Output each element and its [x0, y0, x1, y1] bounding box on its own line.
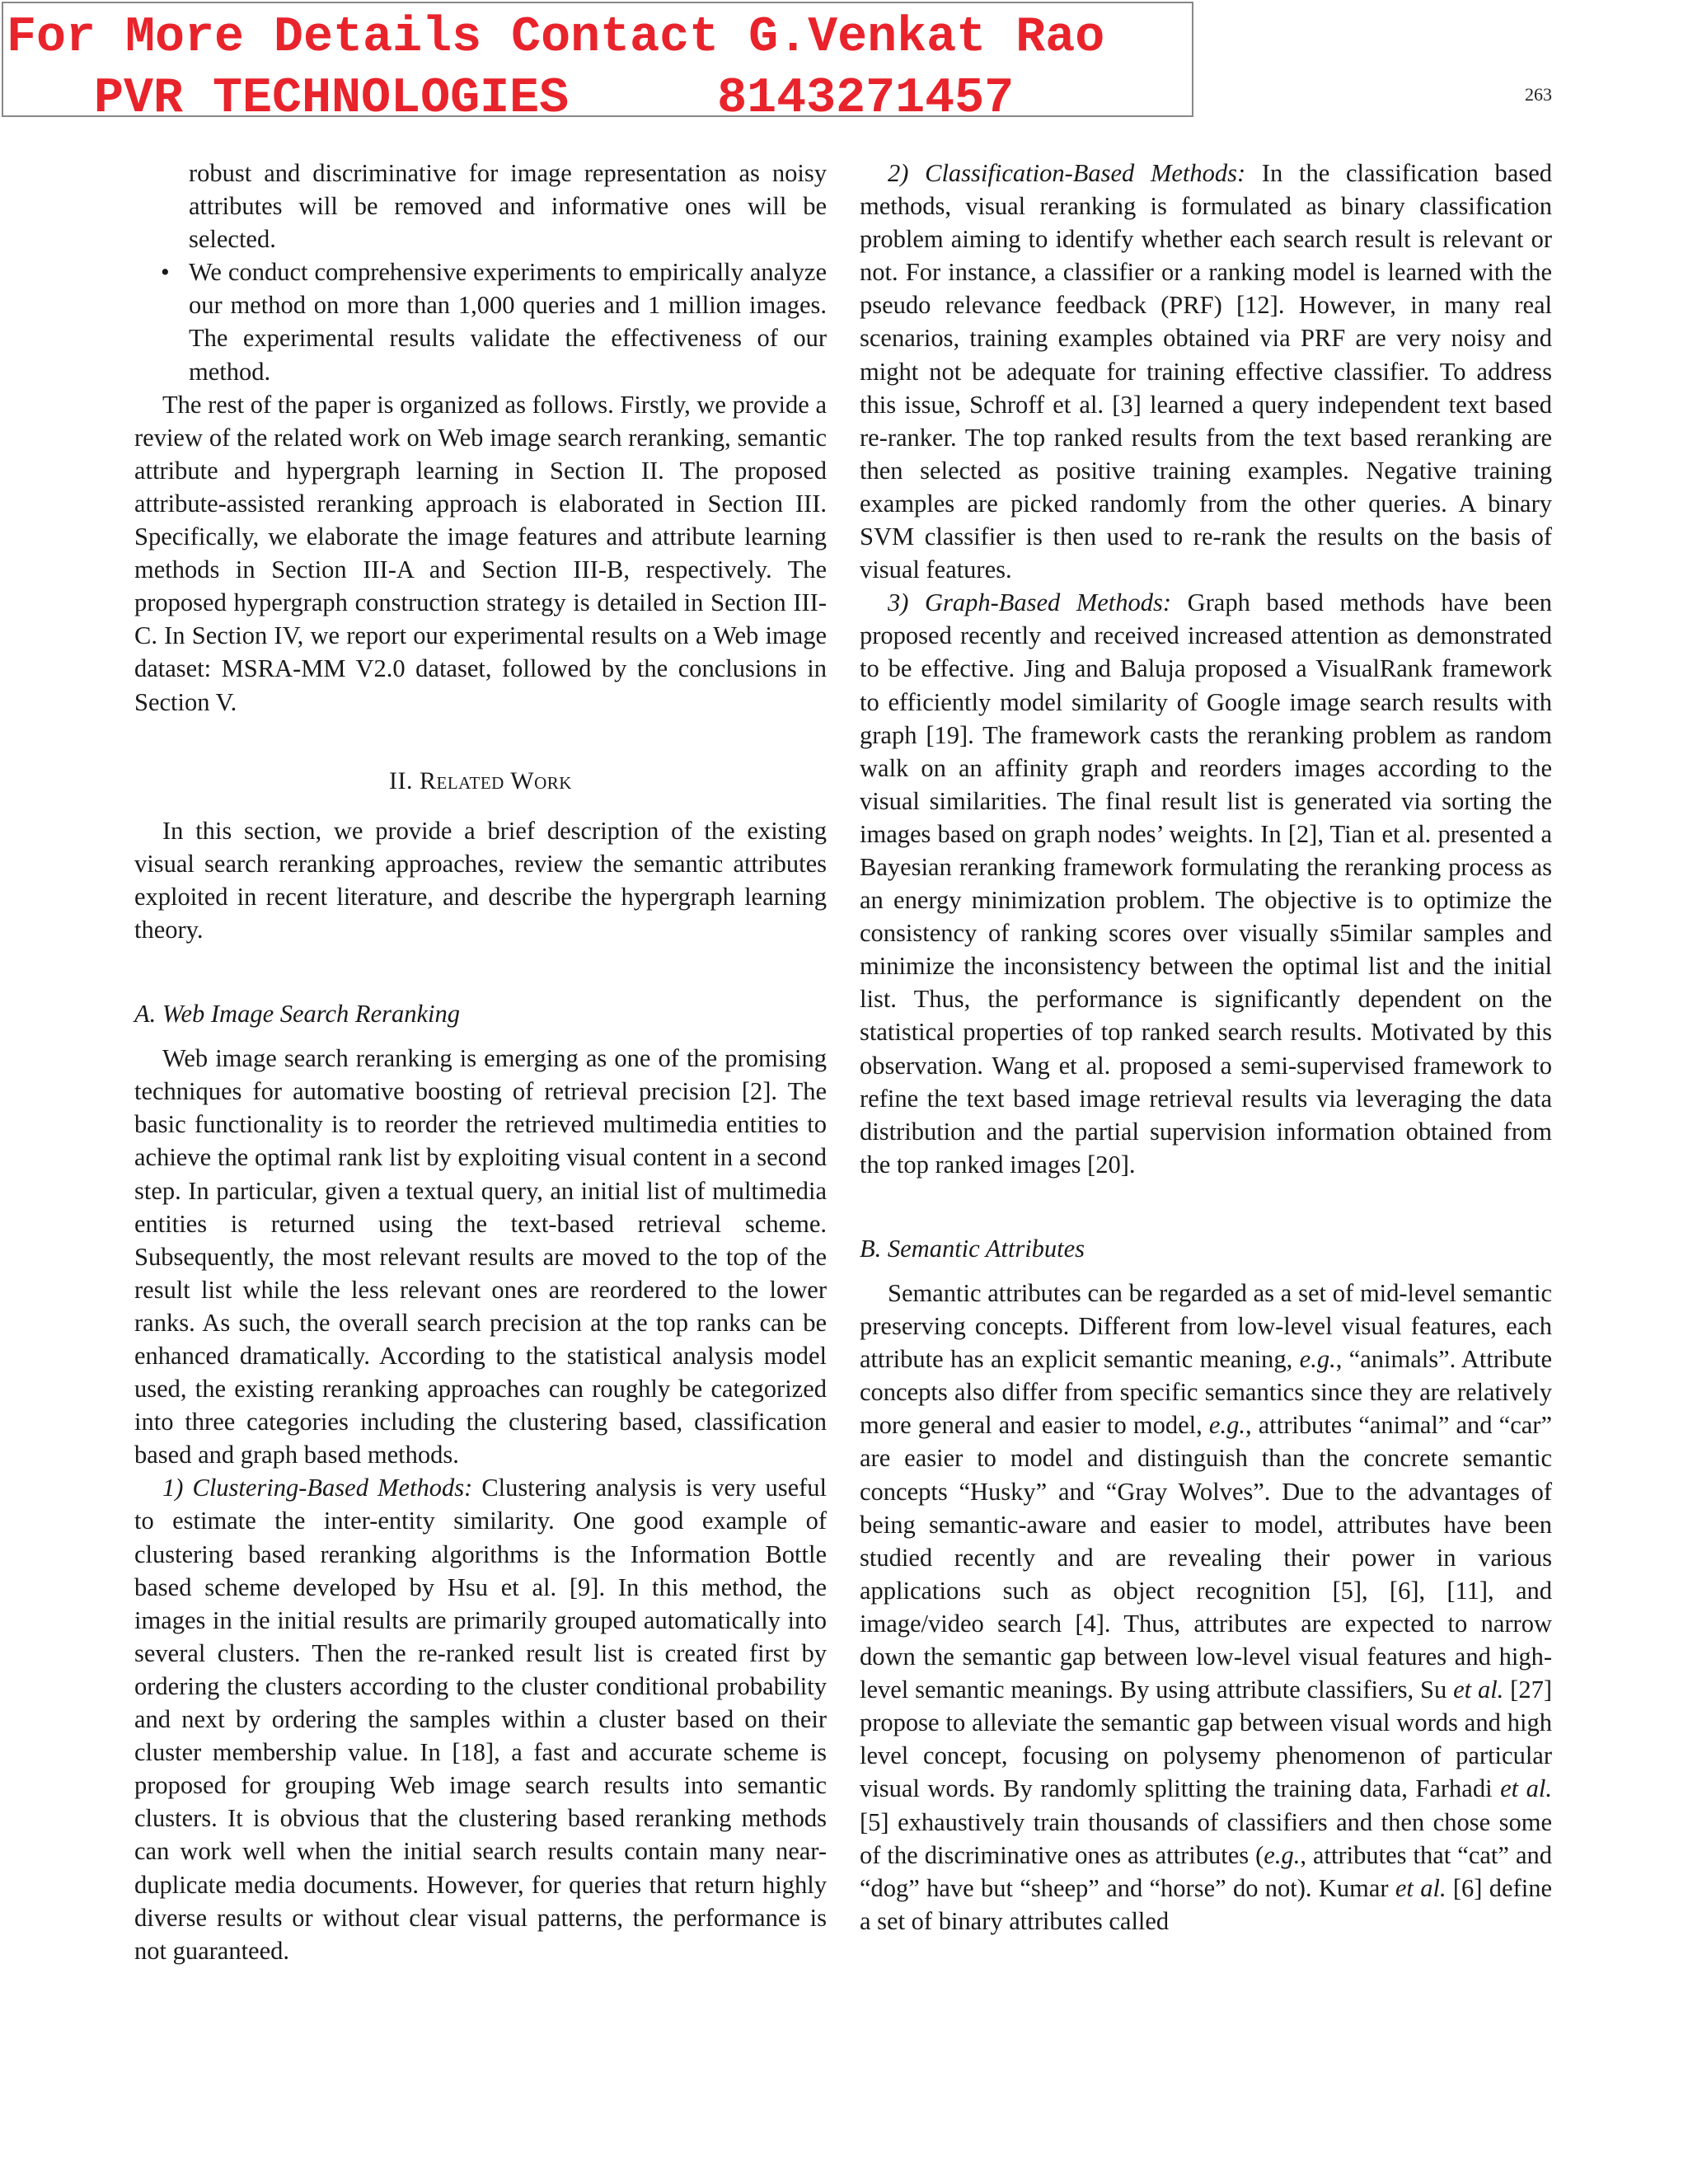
subsection-heading-b: B. Semantic Attributes	[860, 1234, 1085, 1263]
classification-heading: 2) Classification-Based Methods:	[888, 159, 1246, 187]
graph-heading: 3) Graph-Based Methods:	[888, 588, 1172, 617]
classification-paragraph: 2) Classification-Based Methods: In the classification based methods, visual reranking is formulated as binary classification problem aiming to identify whether each search result is relevant or not. For instance, a classifier or a ranking model is learned with the pseudo relevance feedback (PRF) [12]. However, in many real scenarios, training examples obtained via PRF are very noisy and might not be adequate for training effective classifier. To address this issue, Schroff et al. [3] learned a query independent text based re-ranker. The top ranked results from the text based reranking are then selected as positive training examples. Negative training examples are picked randomly from the other queries. A binary SVM classifier is then used to re-rank the results on the basis of visual features.	[860, 159, 1553, 584]
subsection-heading-a: A. Web Image Search Reranking	[134, 1000, 460, 1029]
reranking-paragraph: Web image search reranking is emerging as one of the promising techniques for automative boosting of retrieval precision [2]. The basic functionality is to reorder the retrieved multimedia entities to achieve the optimal rank list by exploiting visual content in a second step. In particular, given a textual query, an initial list of multimedia entities is returned using the text-based retrieval scheme. Subsequently, the most relevant results are moved to the top of the result list while the less relevant ones are reordered to the lower ranks. As such, the overall search precision at the top ranks can be enhanced dramatically. According to the statistical analysis model used, the existing reranking approaches can roughly be categorized into three categories including the clustering based, classification based and graph based methods.	[134, 1044, 827, 1469]
bullet-item: • We conduct comprehensive experiments to empirically analyze our method on more than 1,000 queries and 1 million images. The experimental results validate the effectiveness of our method.	[134, 255, 827, 387]
paper-organization-paragraph: The rest of the paper is organized as follows. Firstly, we provide a review of the related work on Web image search reranking, semantic attribute and hypergraph learning in Section II. The proposed attribute-assisted reranking approach is elaborated in Section III. Specifically, we elaborate the image features and attribute learning methods in Section III-A and Section III-B, respectively. The proposed hypergraph construction strategy is detailed in Section III-C. In Section IV, we report our experimental results on a Web image dataset: MSRA-MM V2.0 dataset, followed by the conclusions in Section V.	[134, 390, 827, 716]
clustering-paragraph: 1) Clustering-Based Methods: Clustering analysis is very useful to estimate the inter-entity similarity. One good example of clustering based reranking algorithms is the Information Bottle based scheme developed by Hsu et al. [9]. In this method, the images in the initial results are primarily grouped automatically into several clusters. Then the re-ranked result list is created first by ordering the clusters according to the cluster conditional probability and next by ordering the samples within a cluster based on their cluster membership value. In [18], a fast and accurate scheme is proposed for grouping Web image search results into semantic clusters. It is obvious that the clustering based reranking methods can work well when the initial search results contain many near-duplicate media documents. However, for queries that return highly diverse results or without clear visual patterns, the performance is not guaranteed.	[134, 1474, 828, 1965]
graph-paragraph: 3) Graph-Based Methods: Graph based methods have been proposed recently and received increased attention as demonstrated to be effective. Jing and Baluja proposed a VisualRank framework to efficiently model similarity of Google image search results with graph [19]. The framework casts the reranking problem as random walk on an affinity graph and reorders images according to the visual similarities. The final result list is generated via sorting the images based on graph nodes’ weights. In [2], Tian et al. presented a Bayesian reranking framework formulating the reranking process as an energy minimization problem. The objective is to optimize the consistency of ranking scores over visually s5imilar samples and minimize the inconsistency between the optimal list and the initial list. Thus, the performance is significantly dependent on the statistical properties of top ranked search results. Motivated by this observation. Wang et al. proposed a semi-supervised framework to refine the text based image retrieval results via leveraging the data distribution and the partial supervision information obtained from the top ranked images [20].	[860, 588, 1553, 1179]
contribution-list	[134, 157, 827, 388]
bullet-icon: •	[161, 258, 170, 287]
section-title: Related Work	[420, 766, 572, 794]
banner-line-company: PVR TECHNOLOGIES 8143271457	[94, 71, 1015, 127]
section-heading	[134, 765, 827, 798]
banner-line-contact: For More Details Contact G.Venkat Rao	[7, 10, 1105, 66]
left-column	[134, 157, 827, 1967]
page-number: 263	[1525, 84, 1552, 105]
bullet-continuation: robust and discriminative for image representation as noisy attributes will be removed and informative ones will be selected.	[189, 159, 827, 254]
clustering-heading: 1) Clustering-Based Methods:	[162, 1474, 473, 1502]
contact-banner	[2, 2, 1193, 127]
section-intro-paragraph: In this section, we provide a brief description of the existing visual search reranking approaches, review the semantic attributes exploited in recent literature, and describe the hypergraph learning theory.	[134, 816, 827, 944]
section-number: II.	[389, 766, 414, 794]
semantic-attributes-paragraph: Semantic attributes can be regarded as a set of mid-level semantic preserving concepts. Different from low-level visual features, each attribute has an explicit semantic meaning, e.g., “animals”. Attribute concepts also differ from specific semantics since they are relatively more general and easier to model, e.g., attributes “animal” and “car” are easier to model and distinguish than the concrete semantic concepts “Husky” and “Gray Wolves”. Due to the advantages of being semantic-aware and easier to model, attributes have been studied recently and are revealing their power in various applications such as object recognition [5], [6], [11], and image/video search [4]. Thus, attributes are expected to narrow down the semantic gap between low-level visual features and high-level semantic meanings. By using attribute classifiers, Su et al. [27] propose to alleviate the semantic gap between visual words and high level concept, focusing on polysemy phenomenon of particular visual words. By randomly splitting the training data, Farhadi et al. [5] exhaustively train thousands of classifiers and then chose some of the discriminative ones as attributes (e.g., attributes that “cat” and “dog” have but “sheep” and “horse” do not). Kumar et al. [6] define a set of binary attributes called	[860, 1279, 1553, 1935]
right-column	[860, 157, 1552, 1938]
